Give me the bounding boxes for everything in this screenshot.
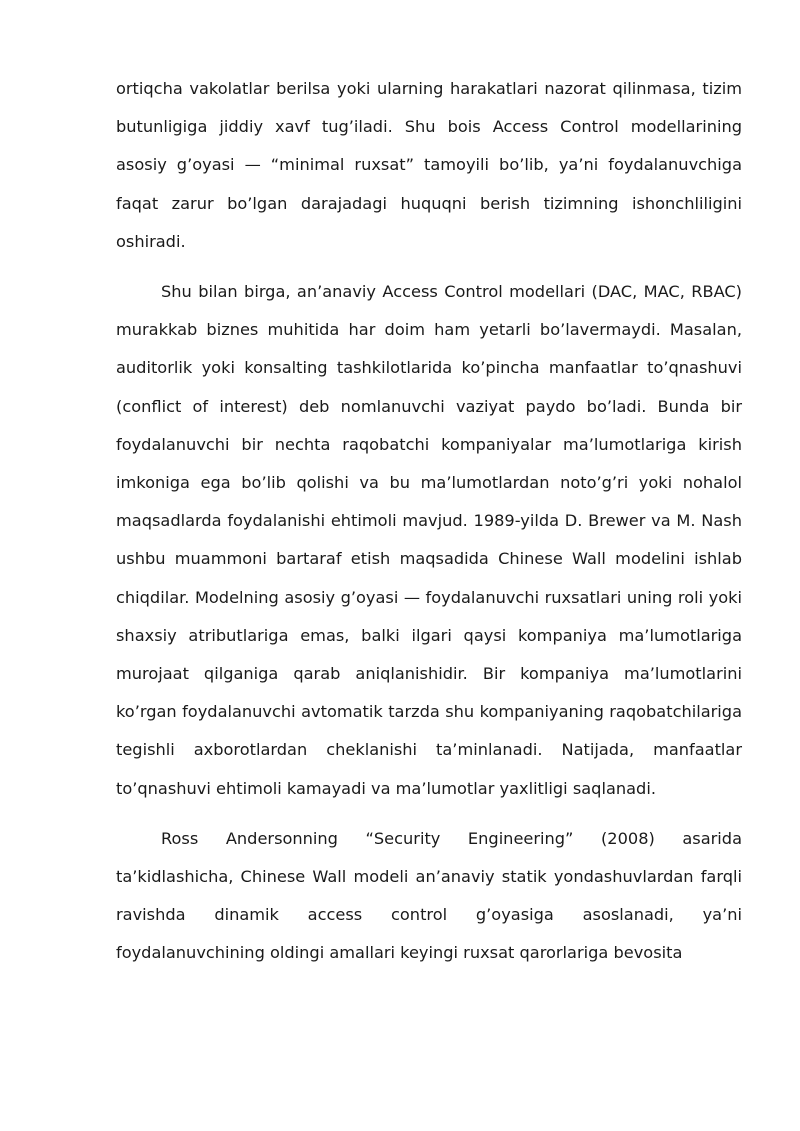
document-page [116,70,742,973]
paragraph-2: Shu bilan birga, an’anaviy Access Control modellari (DAC, MAC, RBAC) murakkab biznes muhitida har doim ham yetarli bo’lavermaydi. Masalan, auditorlik yoki konsalting tashkilotlarida ko’pincha manfaatlar to’qnashuvi (conflict of interest) deb nomlanuvchi vaziyat paydo bo’ladi. Bunda bir foydalanuvchi bir nechta raqobatchi kompaniyalar ma’lumotlariga kirish imkoniga ega bo’lib qolishi va bu ma’lumotlardan noto’g’ri yoki nohalol maqsadlarda foydalanishi ehtimoli mavjud. 1989-yilda D. Brewer va M. Nash ushbu muammoni bartaraf etish maqsadida Chinese Wall modelini ishlab chiqdilar. Modelning asosiy g’oyasi — foydalanuvchi ruxsatlari uning roli yoki shaxsiy atributlariga emas, balki ilgari qaysi kompaniya ma’lumotlariga murojaat qilganiga qarab aniqlanishidir. Bir kompaniya ma’lumotlarini ko’rgan foydalanuvchi avtomatik tarzda shu kompaniyaning raqobatchilariga tegishli axborotlardan cheklanishi ta’minlanadi. Natijada, manfaatlar to’qnashuvi ehtimoli kamayadi va ma’lumotlar yaxlitligi saqlanadi. [116,282,742,798]
paragraph-1: ortiqcha vakolatlar berilsa yoki ularning harakatlari nazorat qilinmasa, tizim butunligiga jiddiy xavf tug’iladi. Shu bois Access Control modellarining asosiy g’oyasi — “minimal ruxsat” tamoyili bo’lib, ya’ni foydalanuvchiga faqat zarur bo’lgan darajadagi huquqni berish tizimning ishonchliligini oshiradi. [116,79,742,251]
paragraph-3: Ross Andersonning “Security Engineering” (2008) asarida ta’kidlashicha, Chinese Wall modeli an’anaviy statik yondashuvlardan farqli ravishda dinamik access control g’oyasiga asoslanadi, ya’ni foydalanuvchining oldingi amallari keyingi ruxsat qarorlariga bevosita [116,828,742,963]
